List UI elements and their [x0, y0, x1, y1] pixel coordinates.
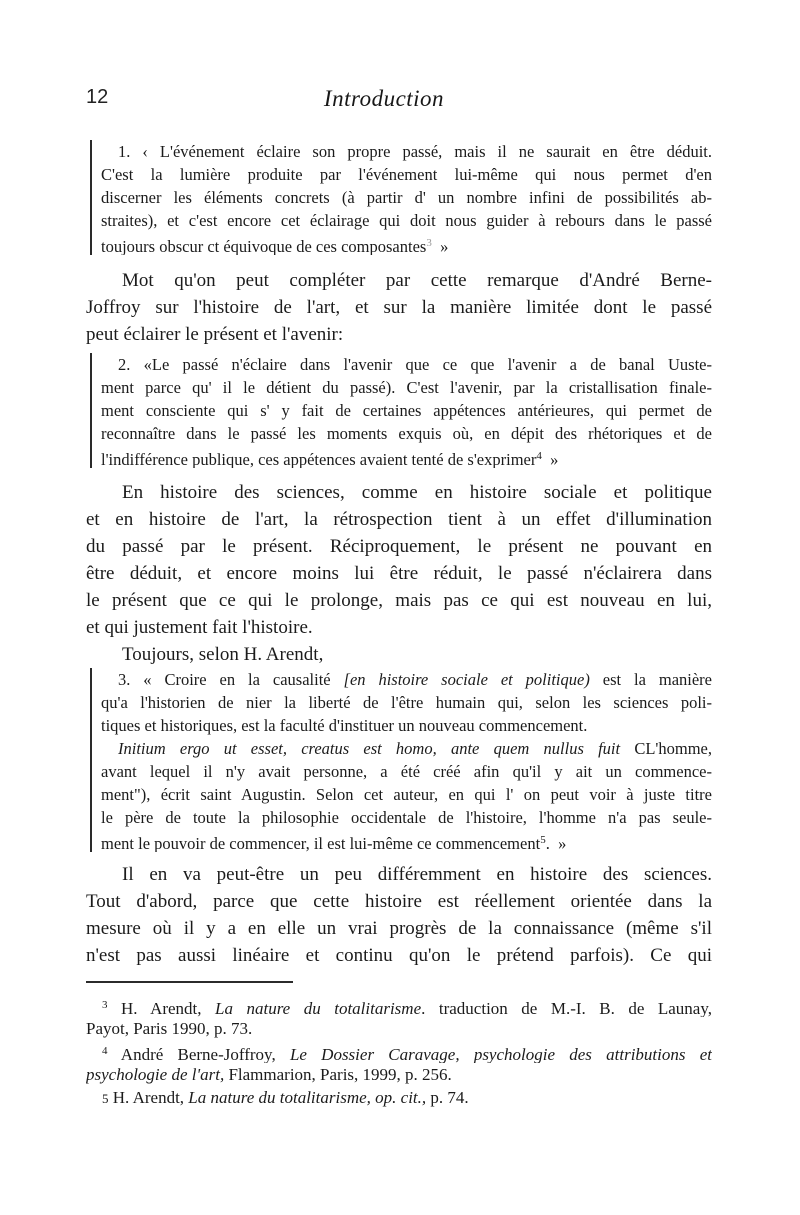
text-line: Initium ergo ut esset, creatus est homo, ante quem nullus fuit CL'homme, — [118, 739, 712, 758]
text-line: ment parce qu' il le détient du passé). C'est l'avenir, par la cristallisation finale- — [101, 378, 712, 397]
footnotes — [86, 994, 712, 1109]
text-line: l'indifférence publique, ces appétences avaient tenté de s'exprimer$^4$ » — [101, 450, 559, 468]
text-line: ment consciente qui s' y fait de certaines appétences antérieures, qui permet de — [101, 401, 712, 420]
text-line: 2. «Le passé n'éclaire dans l'avenir que ce que l'avenir a de banal Uuste- — [118, 355, 712, 374]
block-quote-2 — [90, 353, 712, 468]
text-line: Il en va peut-être un peu différemment en histoire des sciences. — [122, 864, 712, 885]
text-line: le père de toute la philosophie occidentale de l'histoire, l'homme n'a pas seule- — [101, 808, 712, 827]
text-line: C'est la lumière produite par l'événement lui-même qui nous permet d'en — [101, 165, 712, 184]
text-line: psychologie de l'art, Flammarion, Paris, 1999, p. 256. — [86, 1065, 452, 1084]
paragraph-3 — [86, 861, 712, 969]
block-quote-3 — [90, 668, 712, 852]
text-line: straites), et c'est encore cet éclairage qui doit nous guider à rebours dans le passé — [101, 211, 712, 230]
text-line: discerner les éléments concrets (à partir d' un nombre infini de possibilités ab- — [101, 188, 712, 207]
footnote-divider — [86, 981, 293, 983]
text-line: reconnaître dans le passé les moments exquis où, en dépit des rhétoriques et de — [101, 424, 712, 443]
text-line: le présent que ce qui le prolonge, mais pas ce qui est nouveau en lui, — [86, 590, 712, 611]
page-number: 12 — [86, 86, 109, 108]
text-line: En histoire des sciences, comme en histoire sociale et politique — [122, 482, 712, 503]
running-title: Introduction — [323, 86, 445, 111]
text-line: n'est pas aussi linéaire et continu qu'on le prétend parfois). Ce qui — [86, 945, 712, 966]
paragraph-2 — [86, 479, 712, 641]
text-line: Joffroy sur l'histoire de l'art, et sur la manière limitée dont le passé — [86, 297, 712, 318]
text-line: Mot qu'on peut compléter par cette remarque d'André Berne- — [122, 270, 712, 291]
text-line: 3. « Croire en la causalité [en histoire sociale et politique) est la manière — [118, 670, 712, 689]
text-line: toujours obscur ct équivoque de ces composantes$^3$ » — [101, 237, 449, 255]
text-line: mesure où il y a en elle un vrai progrès de la connaissance (même s'il — [86, 918, 712, 939]
text-line: ment"), écrit saint Augustin. Selon cet auteur, en qui l' on peut voir à juste titre — [101, 785, 712, 804]
text-line: et en histoire de l'art, la rétrospection tient à un effet d'illumination — [86, 509, 712, 530]
text-line: du passé par le présent. Réciproquement, le présent ne pouvant en — [86, 536, 712, 557]
text-line: Toujours, selon H. Arendt, — [122, 644, 324, 665]
paragraph-2b — [86, 641, 712, 668]
text-line: Tout d'abord, parce que cette histoire est réellement orientée dans la — [86, 891, 712, 912]
text-line: 1. ‹ L'événement éclaire son propre passé, mais il ne saurait en être déduit. — [118, 142, 712, 161]
text-line: $^3$ H. Arendt, La nature du totalitarisme. traduction de M.-I. B. de Launay, — [102, 999, 712, 1017]
paragraph-1 — [86, 267, 712, 348]
text-line: 5 H. Arendt, La nature du totalitarisme, op. cit., p. 74. — [102, 1088, 469, 1107]
text-line: avant lequel il n'y avait personne, a été créé afin qu'il y ait un commence- — [101, 762, 712, 781]
text-line: qu'a l'historien de nier la liberté de l'être humain qui, selon les sciences poli- — [101, 693, 712, 712]
text-line: et qui justement fait l'histoire. — [86, 617, 313, 638]
text-line: $^4$ André Berne-Joffroy, Le Dossier Caravage, psychologie des attributions et — [102, 1045, 712, 1063]
text-line: ment le pouvoir de commencer, il est lui-même ce commencement$^5$. » — [101, 834, 567, 852]
text-line: tiques et historiques, est la faculté d'instituer un nouveau commencement. — [101, 716, 588, 735]
block-quote-1 — [90, 140, 712, 255]
page-header — [86, 86, 712, 112]
text-line: Payot, Paris 1990, p. 73. — [86, 1019, 253, 1038]
text-line: peut éclairer le présent et l'avenir: — [86, 324, 344, 345]
text-line: être déduit, et encore moins lui être réduit, le passé n'éclairera dans — [86, 563, 712, 584]
